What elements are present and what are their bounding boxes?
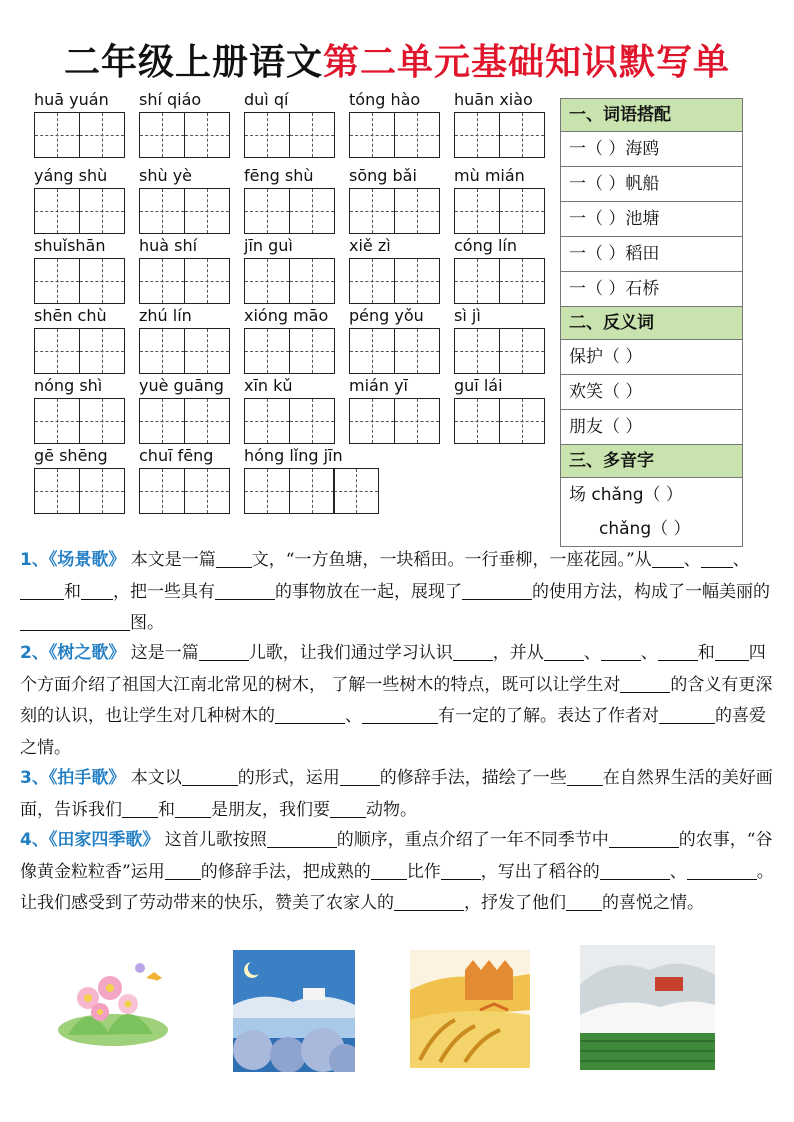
tianzige-writing-cell[interactable] <box>333 468 379 514</box>
tianzige-writing-cell[interactable] <box>139 258 185 304</box>
fill-blank[interactable] <box>601 642 641 661</box>
character-boxes <box>139 258 228 304</box>
pinyin-label: zhú lín <box>139 306 192 325</box>
exercise-side-table <box>560 98 743 547</box>
pinyin-label: shēn chù <box>34 306 107 325</box>
fill-blank[interactable] <box>175 799 211 818</box>
fill-blank[interactable] <box>330 799 366 818</box>
tianzige-writing-cell[interactable] <box>349 258 395 304</box>
character-boxes <box>244 328 333 374</box>
pinyin-label: mù mián <box>454 166 525 185</box>
fill-blank[interactable] <box>20 581 64 600</box>
fill-blank[interactable] <box>216 549 252 568</box>
pinyin-label: mián yī <box>349 376 408 395</box>
snow-landscape-illustration <box>580 945 715 1070</box>
tianzige-writing-cell[interactable] <box>79 398 125 444</box>
tianzige-writing-cell[interactable] <box>454 398 500 444</box>
pinyin-label: huā yuán <box>34 90 109 109</box>
fill-blank[interactable] <box>182 767 238 786</box>
pinyin-label: yuè guāng <box>139 376 224 395</box>
fill-blank[interactable] <box>453 642 493 661</box>
tianzige-writing-cell[interactable] <box>79 258 125 304</box>
character-boxes <box>454 258 543 304</box>
pinyin-label: shí qiáo <box>139 90 202 109</box>
tianzige-writing-cell[interactable] <box>34 328 80 374</box>
collocation-item[interactable]: 一（ ）海鸥 <box>561 132 742 167</box>
pinyin-label: chuī fēng <box>139 446 214 465</box>
tianzige-writing-cell[interactable] <box>184 398 230 444</box>
character-boxes <box>34 258 123 304</box>
character-boxes <box>139 468 228 514</box>
tianzige-writing-cell[interactable] <box>289 398 335 444</box>
collocation-item[interactable]: 一（ ）石桥 <box>561 272 742 307</box>
character-boxes <box>244 188 333 234</box>
tianzige-writing-cell[interactable] <box>139 188 185 234</box>
tianzige-writing-cell[interactable] <box>349 398 395 444</box>
section-polyphone-header: 三、多音字 <box>561 445 742 478</box>
character-boxes <box>139 328 228 374</box>
tianzige-writing-cell[interactable] <box>499 398 545 444</box>
tianzige-writing-cell[interactable] <box>289 112 335 158</box>
tianzige-writing-cell[interactable] <box>34 188 80 234</box>
character-boxes <box>349 328 438 374</box>
tianzige-writing-cell[interactable] <box>139 398 185 444</box>
fill-blank[interactable] <box>652 549 684 568</box>
question-clapping-song: 3、《拍手歌》 本文以 的形式，运用 的修辞手法，描绘了一些 在自然界生活的美好画面，告诉我们 和 是朋友，我们要 动物。 <box>20 768 773 820</box>
fill-blank[interactable] <box>371 861 407 880</box>
character-boxes <box>454 398 543 444</box>
page-title <box>0 34 794 85</box>
pinyin-label: xīn kǔ <box>244 376 293 395</box>
tianzige-writing-cell[interactable] <box>289 258 335 304</box>
tianzige-writing-cell[interactable] <box>34 112 80 158</box>
fill-blank[interactable] <box>122 799 158 818</box>
tianzige-writing-cell[interactable] <box>184 328 230 374</box>
fill-blank[interactable] <box>544 642 584 661</box>
fill-blank[interactable] <box>620 674 670 693</box>
collocation-item[interactable]: 一（ ）帆船 <box>561 167 742 202</box>
pinyin-label: yáng shù <box>34 166 108 185</box>
pinyin-label: huān xiào <box>454 90 533 109</box>
tianzige-writing-cell[interactable] <box>184 188 230 234</box>
pinyin-label: shuǐshān <box>34 236 106 255</box>
character-boxes <box>34 398 123 444</box>
tianzige-writing-cell[interactable] <box>289 188 335 234</box>
polyphone-item[interactable]: 场 chǎng（ ） <box>569 485 683 505</box>
character-boxes <box>349 258 438 304</box>
pinyin-writing-grid <box>34 90 554 520</box>
tianzige-writing-cell[interactable] <box>454 112 500 158</box>
tianzige-writing-cell[interactable] <box>499 328 545 374</box>
autumn-harvest-illustration <box>410 950 530 1068</box>
pinyin-label: tóng hào <box>349 90 421 109</box>
pinyin-label: xióng māo <box>244 306 329 325</box>
tianzige-writing-cell[interactable] <box>139 112 185 158</box>
fill-blank[interactable] <box>600 861 670 880</box>
fill-blank[interactable] <box>165 861 201 880</box>
tianzige-writing-cell[interactable] <box>349 328 395 374</box>
pinyin-label: shù yè <box>139 166 193 185</box>
fill-blank[interactable] <box>566 892 602 911</box>
question-number: 4、《田家四季歌》 <box>20 830 160 850</box>
tianzige-writing-cell[interactable] <box>499 258 545 304</box>
question-tree-song: 2、《树之歌》 这是一篇 儿歌，让我们通过学习认识 ，并从 、 、 和 四个方面介绍了祖国大江南北常见的树木， 了解一些树木的特点，既可以让学生对 的含义有更深刻的认识，也让学生对几种树木的 、 有一定的了解。表达了作者对 的喜爱之情。 <box>20 643 773 758</box>
pinyin-label: fēng shù <box>244 166 314 185</box>
character-boxes <box>454 112 543 158</box>
fill-blank[interactable] <box>362 705 438 724</box>
fill-blank[interactable] <box>701 549 733 568</box>
tianzige-writing-cell[interactable] <box>394 112 440 158</box>
pinyin-label: hóng lǐng jīn <box>244 446 343 465</box>
character-boxes <box>349 112 438 158</box>
tianzige-writing-cell[interactable] <box>454 258 500 304</box>
fill-blank[interactable] <box>340 767 380 786</box>
tianzige-writing-cell[interactable] <box>499 112 545 158</box>
pinyin-label: xiě zì <box>349 236 391 255</box>
tianzige-writing-cell[interactable] <box>454 188 500 234</box>
tianzige-writing-cell[interactable] <box>139 328 185 374</box>
tianzige-writing-cell[interactable] <box>79 188 125 234</box>
question-number: 2、《树之歌》 <box>20 643 126 663</box>
fill-blank[interactable] <box>659 705 715 724</box>
tianzige-writing-cell[interactable] <box>139 468 185 514</box>
winter-night-illustration <box>233 950 355 1072</box>
tianzige-writing-cell[interactable] <box>34 258 80 304</box>
tianzige-writing-cell[interactable] <box>289 468 335 514</box>
antonym-item[interactable]: 欢笑（ ） <box>561 375 742 410</box>
question-farm-seasons-song: 4、《田家四季歌》 这首儿歌按照 的顺序，重点介绍了一年不同季节中 的农事，“谷像黄金粒粒香”运用 的修辞手法，把成熟的 比作 ，写出了稻谷的 、 。让我们感受到了劳动带来的快乐，赞美了农家人的 ，抒发了他们 的喜悦之情。 <box>20 830 774 913</box>
tianzige-writing-cell[interactable] <box>244 112 290 158</box>
fill-blank[interactable] <box>394 892 464 911</box>
tianzige-writing-cell[interactable] <box>244 188 290 234</box>
section-collocation-header: 一、词语搭配 <box>561 99 742 132</box>
fill-blank[interactable] <box>215 581 275 600</box>
tianzige-writing-cell[interactable] <box>184 112 230 158</box>
fill-blank[interactable] <box>81 581 113 600</box>
question-number: 3、《拍手歌》 <box>20 768 126 788</box>
character-boxes <box>454 328 543 374</box>
fill-blank[interactable] <box>20 612 130 631</box>
section-antonym-header: 二、反义词 <box>561 307 742 340</box>
pinyin-label: cóng lín <box>454 236 517 255</box>
character-boxes <box>349 398 438 444</box>
tianzige-writing-cell[interactable] <box>394 258 440 304</box>
character-boxes <box>34 112 123 158</box>
tianzige-writing-cell[interactable] <box>244 398 290 444</box>
pinyin-label: sì jì <box>454 306 481 325</box>
pinyin-label: nóng shì <box>34 376 103 395</box>
tianzige-writing-cell[interactable] <box>184 468 230 514</box>
fill-blank[interactable] <box>441 861 481 880</box>
character-boxes <box>244 398 333 444</box>
fill-blank[interactable] <box>715 642 749 661</box>
antonym-item[interactable]: 保护（ ） <box>561 340 742 375</box>
pinyin-label: péng yǒu <box>349 306 424 325</box>
collocation-item[interactable]: 一（ ）稻田 <box>561 237 742 272</box>
tianzige-writing-cell[interactable] <box>499 188 545 234</box>
character-boxes <box>34 188 123 234</box>
character-boxes <box>349 188 438 234</box>
pinyin-label: sōng bǎi <box>349 166 417 185</box>
character-boxes <box>139 398 228 444</box>
character-boxes <box>139 112 228 158</box>
pinyin-label: jīn guì <box>244 236 293 255</box>
character-boxes <box>34 328 123 374</box>
tianzige-writing-cell[interactable] <box>394 328 440 374</box>
tianzige-writing-cell[interactable] <box>349 188 395 234</box>
pinyin-label: gē shēng <box>34 446 108 465</box>
character-boxes <box>244 112 333 158</box>
tianzige-writing-cell[interactable] <box>184 258 230 304</box>
pinyin-label: huà shí <box>139 236 198 255</box>
tianzige-writing-cell[interactable] <box>34 468 80 514</box>
fill-blank[interactable] <box>609 829 679 848</box>
tianzige-writing-cell[interactable] <box>394 398 440 444</box>
tianzige-writing-cell[interactable] <box>244 328 290 374</box>
character-boxes <box>34 468 123 514</box>
polyphone-item[interactable]: chǎng（ ） <box>599 519 691 539</box>
question-number: 1、《场景歌》 <box>20 550 126 570</box>
antonym-item[interactable]: 朋友（ ） <box>561 410 742 445</box>
fill-blank[interactable] <box>687 861 757 880</box>
tianzige-writing-cell[interactable] <box>34 398 80 444</box>
tianzige-writing-cell[interactable] <box>349 112 395 158</box>
spring-flowers-illustration <box>48 960 178 1050</box>
pinyin-label: duì qí <box>244 90 289 109</box>
fill-blank[interactable] <box>275 705 345 724</box>
tianzige-writing-cell[interactable] <box>289 328 335 374</box>
title-grade: 二年级上册语文 <box>63 42 323 83</box>
collocation-item[interactable]: 一（ ）池塘 <box>561 202 742 237</box>
character-boxes <box>139 188 228 234</box>
fill-blank[interactable] <box>267 829 337 848</box>
fill-blank[interactable] <box>199 642 249 661</box>
fill-blank[interactable] <box>567 767 603 786</box>
question-scene-song: 1、《场景歌》 本文是一篇 文，“一方鱼塘，一块稻田。一行垂柳，一座花园。”从 、 、和 ，把一些具有 的事物放在一起，展现了 的使用方法，构成了一幅美丽的图。 <box>20 550 770 633</box>
fill-blank[interactable] <box>658 642 698 661</box>
character-boxes <box>244 258 333 304</box>
tianzige-writing-cell[interactable] <box>244 468 290 514</box>
tianzige-writing-cell[interactable] <box>79 468 125 514</box>
tianzige-writing-cell[interactable] <box>244 258 290 304</box>
tianzige-writing-cell[interactable] <box>79 328 125 374</box>
tianzige-writing-cell[interactable] <box>394 188 440 234</box>
title-unit: 第二单元基础知识默写单 <box>323 42 731 83</box>
tianzige-writing-cell[interactable] <box>454 328 500 374</box>
character-boxes <box>244 468 378 514</box>
fill-blank[interactable] <box>462 581 532 600</box>
character-boxes <box>454 188 543 234</box>
tianzige-writing-cell[interactable] <box>79 112 125 158</box>
pinyin-label: guī lái <box>454 376 503 395</box>
